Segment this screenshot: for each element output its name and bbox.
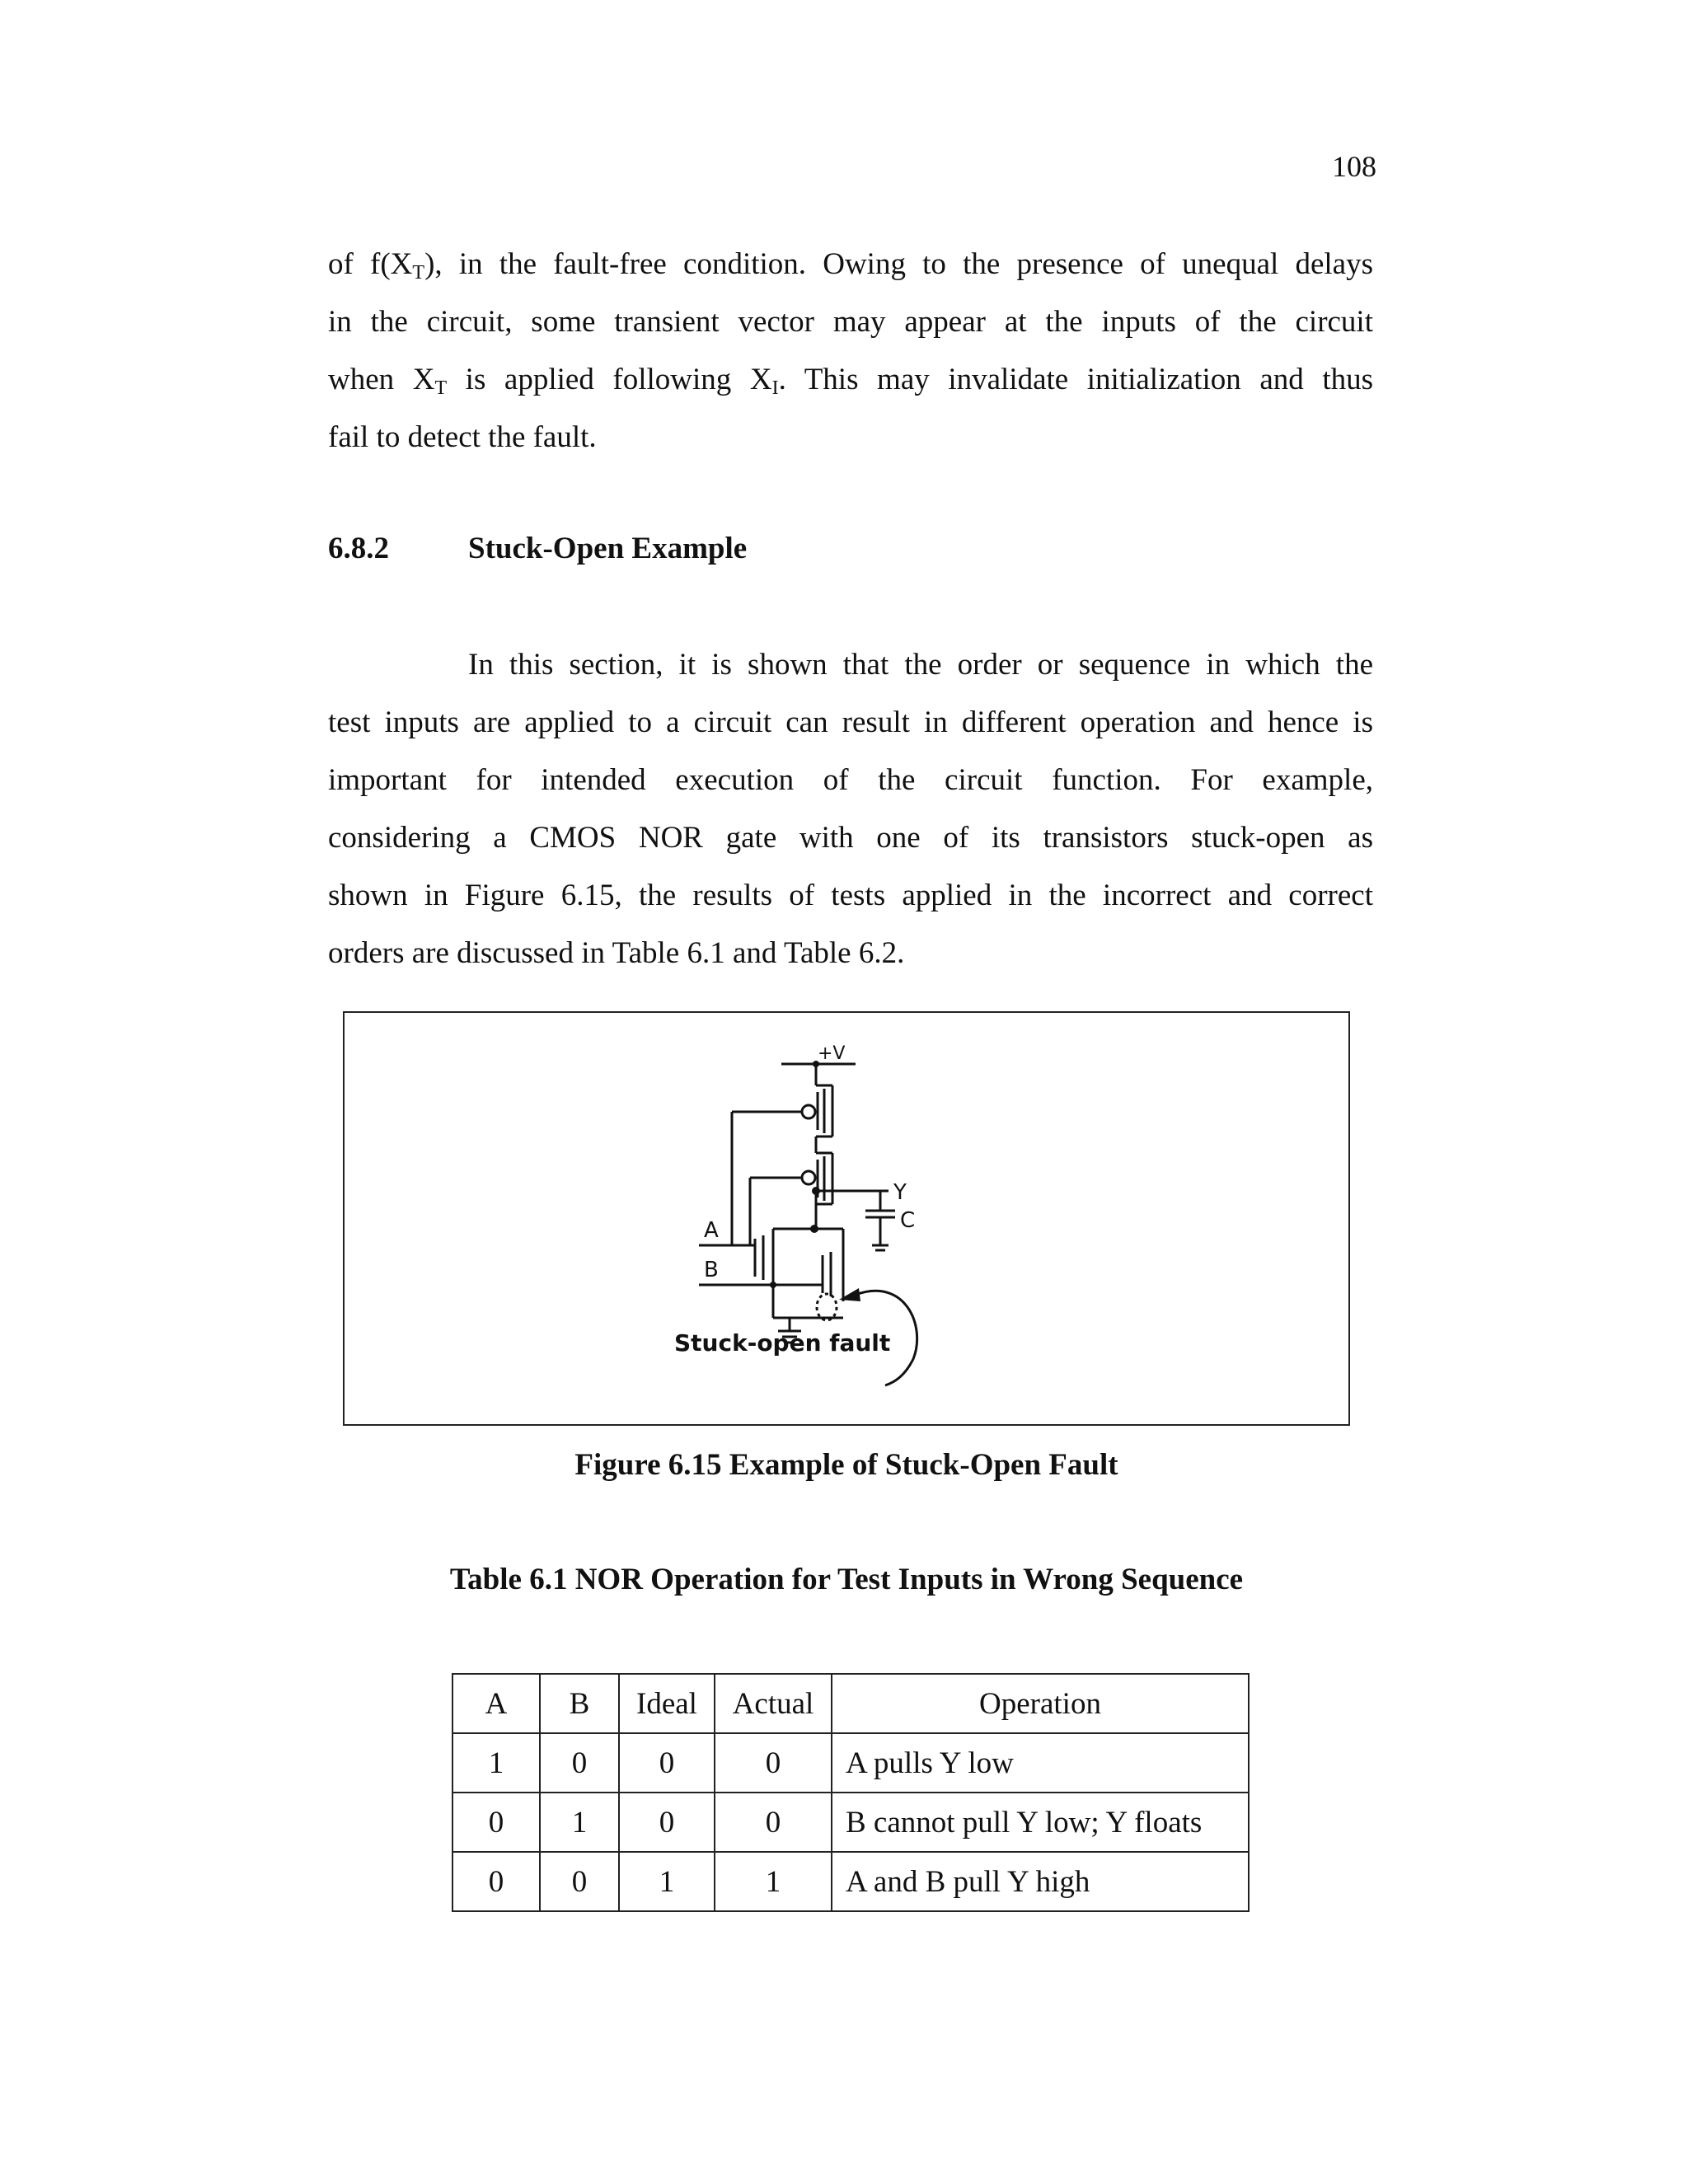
figure-caption: Figure 6.15 Example of Stuck-Open Fault: [574, 1448, 1118, 1482]
input-a-label: A: [704, 1218, 719, 1243]
table-cell: 0: [540, 1852, 619, 1911]
table-cell: 1: [619, 1852, 715, 1911]
section-heading: [328, 524, 747, 574]
paragraph-line: orders are discussed in Table 6.1 and Table 6.2.: [328, 936, 905, 970]
table-cell: B cannot pull Y low; Y floats: [832, 1793, 1249, 1852]
pmos-bottom-bubble: [802, 1171, 815, 1184]
supply-label: +V: [818, 1043, 846, 1064]
table-cell: 0: [452, 1793, 540, 1852]
nor-operation-table: [452, 1673, 1250, 1912]
header-cell: B: [540, 1674, 619, 1733]
paragraph-line: shown in Figure 6.15, the results of tests applied in the incorrect and correct: [328, 879, 1373, 912]
table-cell: 1: [715, 1852, 832, 1911]
table-row: [452, 1733, 1249, 1793]
paragraph-line: important for intended execution of the circuit function. For example,: [328, 763, 1373, 797]
table-caption: Table 6.1 NOR Operation for Test Inputs in Wrong Sequence: [449, 1563, 1244, 1596]
table-cell: 0: [619, 1793, 715, 1852]
paragraph-line: test inputs are applied to a circuit can result in different operation and hence is: [328, 705, 1373, 739]
table-cell: 1: [452, 1733, 540, 1793]
paragraph-line: fail to detect the fault.: [328, 420, 597, 454]
capacitor-label: C: [900, 1208, 916, 1233]
header-cell: A: [452, 1674, 540, 1733]
header-cell: Actual: [715, 1674, 832, 1733]
table-cell: 0: [619, 1733, 715, 1793]
table-cell: 0: [715, 1733, 832, 1793]
circuit-diagram: [345, 1013, 1352, 1427]
table-cell: 0: [715, 1793, 832, 1852]
paragraph-line: In this section, it is shown that the order or sequence in which the: [468, 648, 1373, 682]
paragraph-line: considering a CMOS NOR gate with one of its transistors stuck-open as: [328, 821, 1373, 855]
header-cell: Operation: [832, 1674, 1249, 1733]
table-cell: 0: [540, 1733, 619, 1793]
fault-marker: [817, 1294, 837, 1320]
table-cell: A pulls Y low: [832, 1733, 1249, 1793]
header-cell: Ideal: [619, 1674, 715, 1733]
table-row: [452, 1793, 1249, 1852]
table-cell: 0: [452, 1852, 540, 1911]
figure-cmos-nor-diagram: [343, 1011, 1350, 1426]
pmos-top-bubble: [802, 1105, 815, 1118]
table-row: [452, 1852, 1249, 1911]
section-title: Stuck-Open Example: [468, 532, 748, 565]
paragraph-line: when $X_T$ is applied following $X_I$. This may invalidate initialization and thus: [328, 363, 1374, 399]
fault-label: Stuck-open fault: [674, 1329, 891, 1357]
table-cell: A and B pull Y high: [832, 1852, 1249, 1911]
section-number: 6.8.2: [328, 532, 389, 565]
page-number: 108: [1332, 150, 1376, 183]
paragraph-fault-free-condition: [328, 236, 1373, 466]
output-label: Y: [893, 1180, 907, 1205]
table-header-row: [452, 1674, 1249, 1733]
paragraph-line: of $f(X_T)$, in the fault-free condition. Owing to the presence of unequal delays: [328, 247, 1373, 284]
table-cell: 1: [540, 1793, 619, 1852]
paragraph-line: in the circuit, some transient vector may appear at the inputs of the circuit: [328, 305, 1373, 339]
input-b-label: B: [704, 1258, 719, 1282]
paragraph-stuck-open-intro: [328, 636, 1373, 982]
